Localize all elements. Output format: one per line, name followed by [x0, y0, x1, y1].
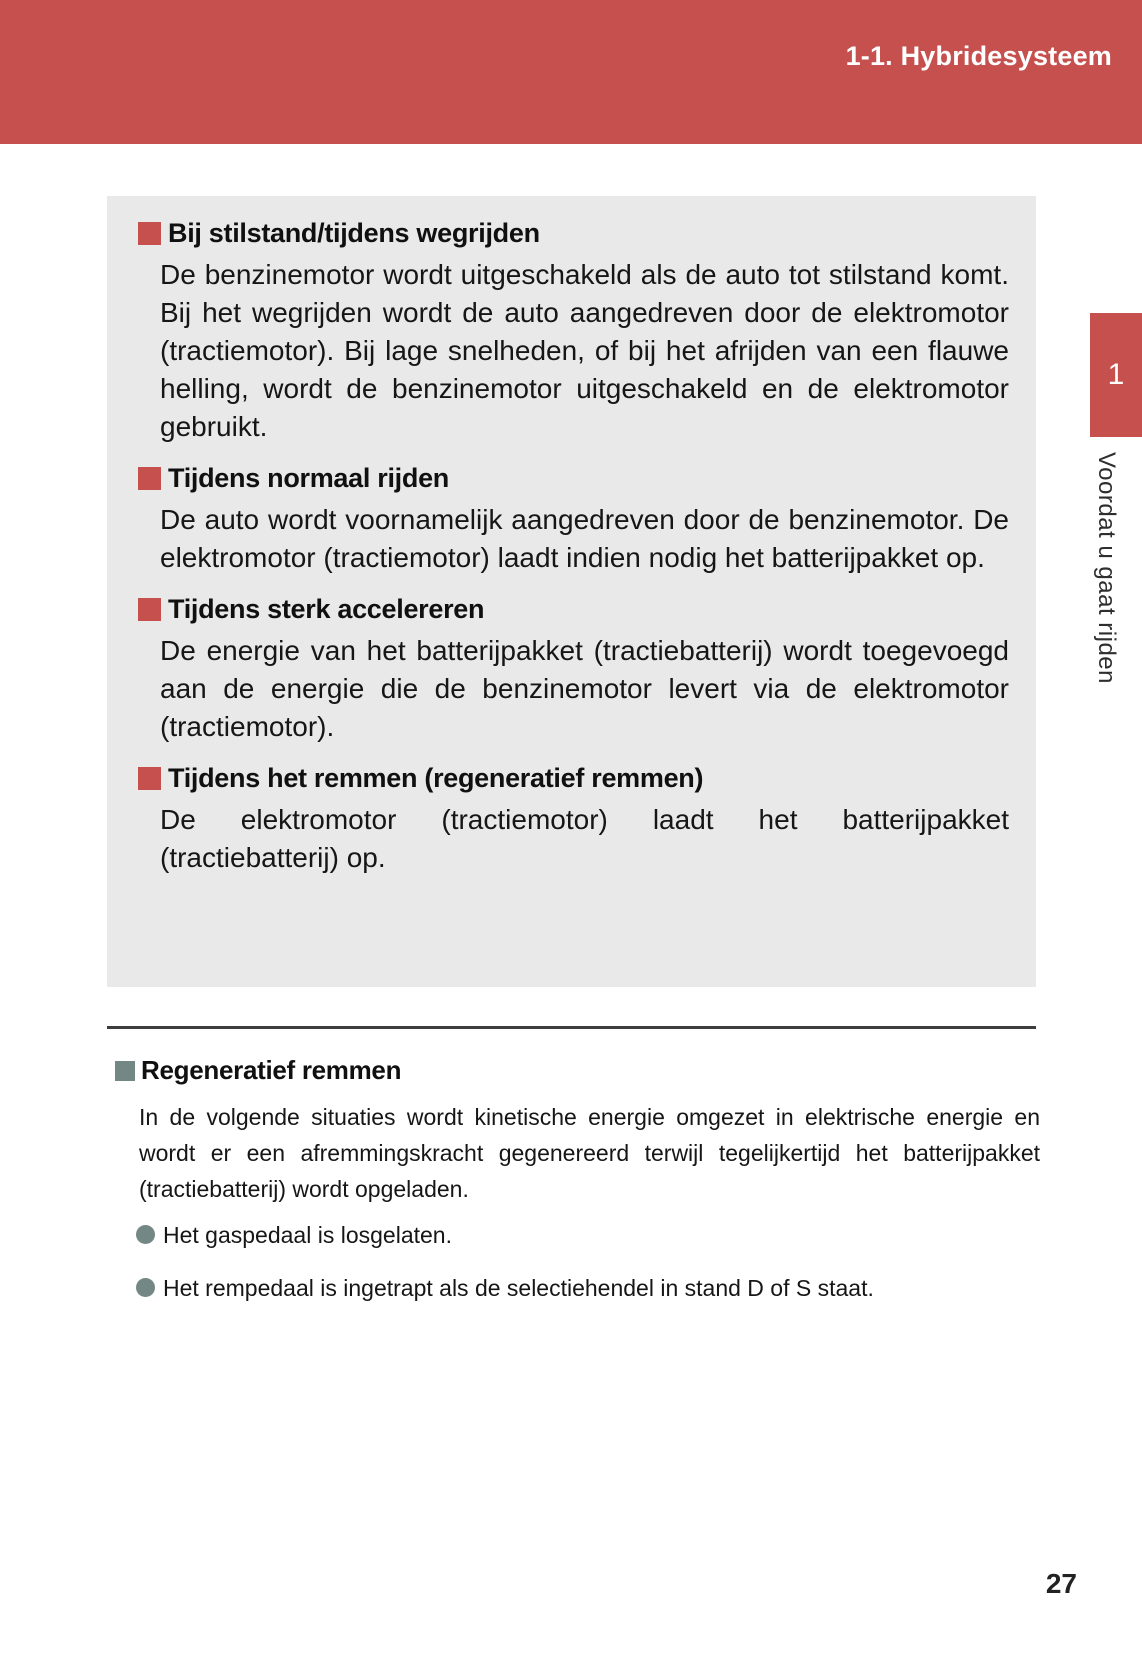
box-section-body: De auto wordt voornamelijk aangedreven door de benzinemotor. De elektromotor (tractiemotor) laadt indien nodig het batterijpakket op. [160, 504, 1009, 574]
bullet-text: Het gaspedaal is losgelaten. [163, 1221, 452, 1248]
chapter-tab [1090, 313, 1142, 437]
bullet-list [107, 1219, 1040, 1304]
box-section [138, 463, 1009, 577]
lower-heading-row [107, 1056, 1040, 1086]
hybrid-info-box [107, 196, 1036, 987]
box-section-body: De elektromotor (tractiemotor) laadt het batterijpakket (tractiebatterij) op. [160, 804, 1009, 874]
box-section-heading: Tijdens het remmen (regeneratief remmen) [168, 763, 704, 794]
box-section-body: De energie van het batterijpakket (tractiebatterij) wordt toegevoegd aan de energie die de benzinemotor levert via de elektromotor (tractiemotor). [160, 635, 1009, 743]
box-section-heading: Bij stilstand/tijdens wegrijden [168, 218, 540, 248]
section-vertical-label: Voordat u gaat rijden [1093, 452, 1120, 684]
list-item [136, 1272, 1040, 1304]
square-bullet-icon [138, 467, 161, 490]
box-heading-row [138, 218, 1009, 249]
box-section [138, 763, 1009, 877]
box-heading-row [138, 594, 1009, 625]
page-number: 27 [1045, 1568, 1077, 1599]
chapter-header [0, 0, 1142, 144]
lower-section-heading: Regeneratief remmen [141, 1055, 402, 1085]
chapter-title: 1-1. Hybridesysteem [845, 41, 1112, 71]
box-section [138, 218, 1009, 446]
section-divider [107, 1026, 1036, 1029]
box-section [138, 594, 1009, 746]
circle-bullet-icon [136, 1278, 155, 1297]
square-bullet-icon [138, 598, 161, 621]
box-section-heading: Tijdens normaal rijden [168, 463, 449, 494]
square-bullet-icon [138, 767, 161, 790]
square-bullet-icon [138, 222, 161, 245]
circle-bullet-icon [136, 1225, 155, 1244]
box-heading-row [138, 763, 1009, 794]
square-bullet-icon [115, 1061, 135, 1081]
regenerative-braking-section [107, 1056, 1040, 1325]
bullet-text: Het rempedaal is ingetrapt als de selectiehendel in stand D of S staat. [163, 1274, 874, 1301]
list-item [136, 1219, 1040, 1251]
box-section-body: De benzinemotor wordt uitgeschakeld als de auto tot stilstand komt. Bij het wegrijden wordt de auto aangedreven door de elektromotor (tractiemotor). Bij lage snelheden, of bij het afrijden van een flauwe helling, wordt de benzinemotor uitgeschakeld en de elektromotor gebruikt. [160, 259, 1009, 443]
lower-section-body: In de volgende situaties wordt kinetische energie omgezet in elektrische energie en wordt er een afremmingskracht gegenereerd terwijl tegelijkertijd het batterijpakket (tractiebatterij) wordt opgeladen. [139, 1103, 1040, 1202]
box-section-heading: Tijdens sterk accelereren [168, 594, 485, 625]
box-heading-row [138, 463, 1009, 494]
chapter-tab-number: 1 [1107, 358, 1125, 391]
